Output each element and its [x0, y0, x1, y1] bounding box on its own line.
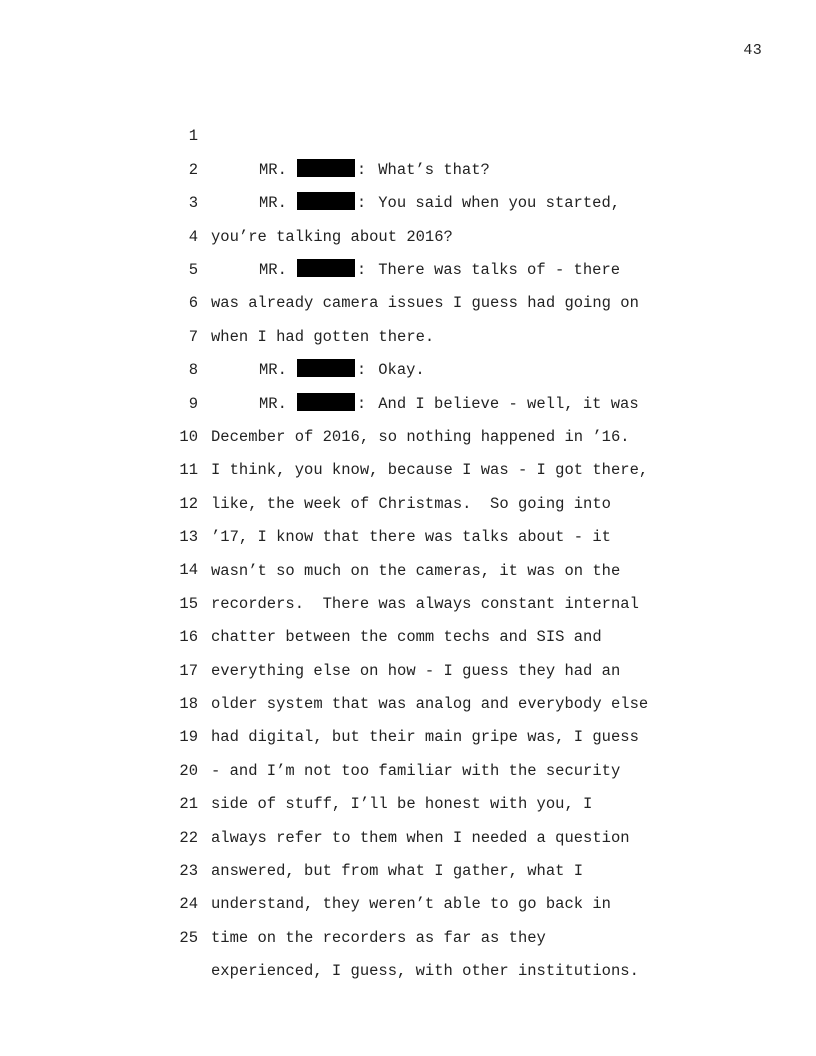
line-number: 11 — [179, 461, 198, 480]
line-text: Okay. — [378, 361, 425, 380]
speaker-colon: : — [356, 394, 367, 413]
line-number: 5 — [188, 260, 198, 279]
line-text: recorders. There was always constant internal — [211, 594, 639, 613]
line-number: 23 — [179, 862, 198, 880]
line-text: chatter between the comm techs and SIS and — [211, 628, 602, 647]
line-text: December of 2016, so nothing happened in ’16. — [211, 427, 630, 446]
line-number: 19 — [179, 728, 198, 747]
line-text: like, the week of Christmas. So going into — [211, 494, 611, 513]
line-text: - and I’m not too familiar with the security — [211, 761, 621, 780]
line-number: 9 — [188, 394, 198, 413]
line-number: 17 — [179, 661, 198, 680]
speaker-colon: : — [356, 160, 367, 179]
line-text: You said when you started, — [378, 194, 621, 213]
line-text: answered, but from what I gather, what I — [211, 862, 584, 881]
transcript-line — [168, 87, 728, 179]
line-number: 6 — [188, 294, 198, 313]
line-number: 1 — [188, 127, 198, 146]
speaker-title: MR. — [259, 160, 287, 179]
line-text: side of stuff, I’ll be honest with you, I — [211, 795, 593, 814]
line-text: experienced, I guess, with other institutions. — [211, 962, 639, 981]
line-number: 8 — [188, 361, 198, 380]
speaker-colon: : — [356, 260, 367, 279]
line-number: 24 — [179, 895, 198, 914]
speaker-colon: : — [356, 361, 367, 380]
transcript-body — [168, 87, 728, 981]
line-number: 3 — [188, 194, 198, 213]
line-text: understand, they weren’t able to go back in — [211, 895, 611, 914]
line-number: 13 — [179, 528, 198, 547]
line-text: And I believe - well, it was — [378, 394, 639, 413]
line-number: 16 — [179, 628, 198, 647]
speaker-title: MR. — [259, 194, 287, 213]
line-number: 15 — [179, 594, 198, 613]
line-text: was already camera issues I guess had going on — [211, 294, 639, 313]
line-text: always refer to them when I needed a question — [211, 828, 630, 847]
line-text: older system that was analog and everybody else — [211, 695, 649, 714]
line-text: had digital, but their main gripe was, I guess — [211, 728, 639, 747]
speaker-title: MR. — [259, 361, 287, 380]
line-text: There was talks of - there — [378, 260, 621, 279]
line-text: ’17, I know that there was talks about - it — [211, 528, 611, 547]
line-number: 25 — [179, 928, 198, 947]
speaker-title: MR. — [259, 394, 287, 413]
line-number: 7 — [188, 327, 198, 346]
line-text: wasn’t so much on the cameras, it was on the — [211, 561, 621, 580]
line-text: you’re talking about 2016? — [211, 227, 453, 246]
line-number: 12 — [179, 494, 198, 513]
line-number: 20 — [179, 761, 198, 780]
line-text: when I had gotten there. — [211, 327, 435, 346]
line-text: everything else on how - I guess they had an — [211, 661, 621, 680]
page-number: 43 — [743, 42, 762, 59]
line-number: 10 — [179, 427, 198, 446]
line-text: I think, you know, because I was - I got there, — [211, 461, 649, 480]
line-text: What’s that? — [378, 160, 490, 179]
line-number: 2 — [188, 160, 198, 179]
speaker-colon: : — [356, 194, 367, 213]
line-number: 14 — [179, 561, 198, 580]
line-text: time on the recorders as far as they — [211, 928, 546, 947]
line-number: 4 — [188, 227, 198, 246]
line-number: 22 — [179, 828, 198, 847]
speaker-title: MR. — [259, 260, 287, 279]
line-number: 21 — [179, 795, 198, 814]
line-number: 18 — [179, 695, 198, 714]
